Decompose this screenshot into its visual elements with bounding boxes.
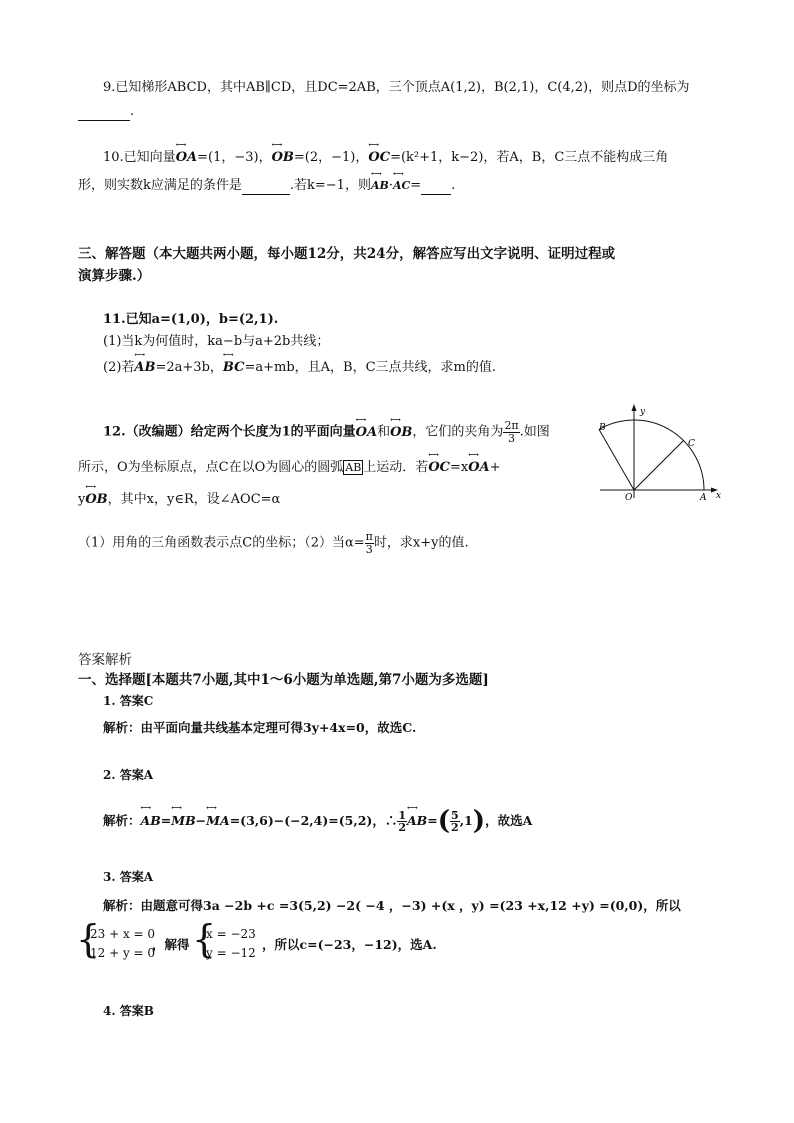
- section-3-header: 三、解答题（本大题共两小题，每小题12分，共24分，解答应写出文字说明、证明过程或: [78, 246, 616, 262]
- vector-ab: ←→ AB: [141, 813, 161, 828]
- answer-3-title: 3. 答案A: [103, 870, 154, 884]
- equation-system-1: { 23 + x = 0 12 + y = 0: [76, 917, 156, 961]
- q9-answer-blank: [78, 104, 130, 121]
- fraction-5-over-2: $\frac{5}{2}$: [451, 808, 459, 835]
- question-10: 10.已知向量←→ OA=(1，−3)，←→ OB=(2，−1)，←→ OC=(k²+1，k−2)，若A，B，C三点不能构成三角: [103, 150, 668, 166]
- q9-answer-line: [78, 104, 134, 121]
- x-label: x: [716, 491, 722, 501]
- answer-1-text: 解析：由平面向量共线基本定理可得3y+4x=0，故选C.: [103, 720, 417, 735]
- q11-part-2: (2)若←→ AB=2a+3b，←→ BC=a+mb，且A，B，C三点共线，求m的值.: [103, 360, 496, 376]
- right-paren: ): [472, 806, 486, 836]
- question-9: [103, 80, 690, 96]
- unit-circle-figure: [594, 402, 726, 504]
- q12-line-2: 所示，O为坐标原点，点C在以O为圆心的圆弧 AB 上运动．若←→ OC=x←→ OA+: [78, 460, 501, 476]
- vector-oa: ←→ OA: [468, 460, 489, 476]
- answers-title: 答案解析: [78, 652, 132, 668]
- vector-oa: ←→ OA: [356, 425, 377, 441]
- fraction-2pi-over-3: $\frac{2\pi}{3}$: [504, 419, 519, 445]
- answer-2-text: 解析：←→ AB=←→ MB−←→ MA=(3,6)−(−2,4)=(5,2)，∴ $\frac{1}{2}$ ←→ AB=( $\frac{5}{2}$ ,1)，故选A: [103, 806, 532, 837]
- answer-4-title: 4. 答案B: [103, 1004, 154, 1018]
- vector-ab: ←→ AB: [371, 179, 389, 192]
- answer-3-line-1: 解析：由题意可得3a −2b +c =3(5,2) −2( −4 ，−3) +(x ，y) =(23 +x,12 +y) =(0,0)，所以: [103, 898, 681, 913]
- q12-line-4: （1）用角的三角函数表示点C的坐标；（2）当α= $\frac{\pi}{3}$ 时，求x+y的值.: [78, 530, 469, 556]
- vector-oa: ←→ OA: [176, 150, 197, 166]
- o-label: O: [625, 493, 633, 503]
- vector-mb: ←→ MB: [171, 813, 195, 828]
- q9-period: .: [130, 104, 135, 119]
- question-11: 11.已知a=(1,0)，b=(2,1).: [103, 312, 279, 327]
- vector-ab: ←→ AB: [134, 360, 155, 376]
- segment-oc: [634, 441, 684, 491]
- answers-section-1: 一、选择题[本题共7小题,其中1～6小题为单选题,第7小题为多选题]: [78, 672, 489, 688]
- b-label: B: [599, 423, 606, 433]
- section-3-header-line-2: 演算步骤.）: [78, 268, 151, 284]
- vector-ma: ←→ MA: [206, 813, 230, 828]
- vector-ab: ←→ AB: [407, 813, 427, 828]
- q12-line-3: y←→ OB，其中x，y∈R，设∠AOC=α: [78, 492, 280, 508]
- equation-system-2: { x = −23 y = −12: [192, 917, 256, 961]
- vector-oc: ←→ OC: [428, 460, 450, 476]
- left-paren: (: [437, 806, 451, 836]
- fraction-pi-over-3: $\frac{\pi}{3}$: [365, 530, 373, 556]
- a-label: A: [700, 493, 707, 503]
- q10-line-2: 形，则实数k应满足的条件是 .若k=−1，则←→ AB·←→ AC= .: [78, 178, 455, 195]
- q11-part-1: (1)当k为何值时，ka−b与a+2b共线；: [103, 334, 330, 349]
- answer-1-title: 1. 答案C: [103, 694, 154, 708]
- answer-3-middle: ，解得: [152, 937, 190, 952]
- question-12: 12.（改编题）给定两个长度为1的平面向量←→ OA和←→ OB，它们的夹角为 $\frac{2\pi}{3}$ .如图: [103, 420, 550, 444]
- vector-ac: ←→ AC: [393, 179, 410, 192]
- q10-blank-1: [242, 178, 290, 195]
- q10-blank-2: [421, 178, 451, 195]
- vector-ob: ←→ OB: [272, 150, 294, 166]
- answer-2-title: 2. 答案A: [103, 768, 154, 782]
- vector-ob: ←→ OB: [85, 492, 107, 508]
- arc-ab: [599, 420, 704, 490]
- y-axis-arrow: [632, 404, 637, 411]
- arc-ab-label: AB: [345, 461, 362, 474]
- vector-oc: ←→ OC: [368, 150, 390, 166]
- c-label: C: [688, 439, 695, 449]
- fraction-1-over-2: $\frac{1}{2}$: [398, 808, 406, 835]
- y-label: y: [640, 407, 646, 417]
- q9-text: 9.已知梯形ABCD，其中AB∥CD，且DC=2AB，三个顶点A(1,2)，B(2,1)，C(4,2)，则点D的坐标为: [103, 80, 690, 95]
- vector-bc: ←→ BC: [223, 360, 245, 376]
- segment-ob: [599, 429, 634, 490]
- answer-3-end: ，所以c=(−23，−12)，选A.: [262, 937, 437, 952]
- vector-ob: ←→ OB: [390, 425, 412, 441]
